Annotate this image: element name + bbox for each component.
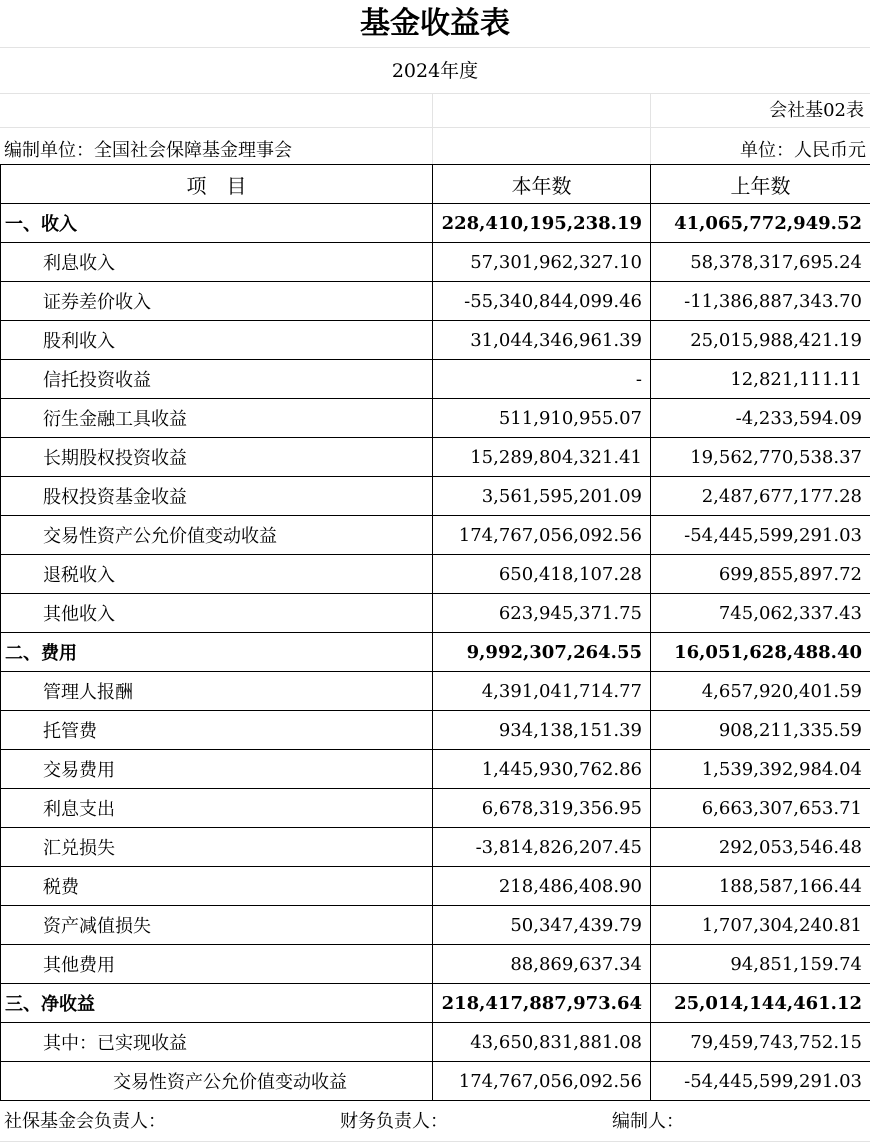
table-row [1, 672, 870, 711]
table-row [1, 789, 870, 828]
row-current: 623,945,371.75 [433, 594, 651, 633]
table-row [1, 282, 870, 321]
table-row [1, 399, 870, 438]
income-table [0, 164, 870, 1101]
row-label: 三、净收益 [1, 984, 433, 1023]
row-current: 31,044,346,961.39 [433, 321, 651, 360]
row-label: 税费 [1, 867, 433, 906]
form-code: 会社基02表 [769, 100, 864, 121]
table-row [1, 321, 870, 360]
row-current: 174,767,056,092.56 [433, 516, 651, 555]
row-current: 9,992,307,264.55 [433, 633, 651, 672]
row-previous: 1,539,392,984.04 [651, 750, 870, 789]
finance-head-label: 财务负责人： [340, 1111, 448, 1132]
row-label: 股权投资基金收益 [1, 477, 433, 516]
row-current: -3,814,826,207.45 [433, 828, 651, 867]
row-previous: 6,663,307,653.71 [651, 789, 870, 828]
row-label: 交易性资产公允价值变动收益 [1, 1062, 433, 1101]
row-previous: 1,707,304,240.81 [651, 906, 870, 945]
table-row [1, 828, 870, 867]
row-current: 4,391,041,714.77 [433, 672, 651, 711]
table-row [1, 750, 870, 789]
row-label: 资产减值损失 [1, 906, 433, 945]
row-previous: 2,487,677,177.28 [651, 477, 870, 516]
table-row [1, 1023, 870, 1062]
row-current: 650,418,107.28 [433, 555, 651, 594]
table-row [1, 945, 870, 984]
row-current: 174,767,056,092.56 [433, 1062, 651, 1101]
table-row [1, 906, 870, 945]
row-label: 长期股权投资收益 [1, 438, 433, 477]
table-row [1, 516, 870, 555]
table-row [1, 711, 870, 750]
row-label: 交易性资产公允价值变动收益 [1, 516, 433, 555]
unit-row [0, 128, 870, 164]
row-previous: 25,015,988,421.19 [651, 321, 870, 360]
row-previous: 16,051,628,488.40 [651, 633, 870, 672]
table-row [1, 477, 870, 516]
fund-head-label: 社保基金会负责人： [4, 1111, 166, 1132]
row-previous: 94,851,159.74 [651, 945, 870, 984]
table-row [1, 360, 870, 399]
row-label: 托管费 [1, 711, 433, 750]
row-label: 汇兑损失 [1, 828, 433, 867]
row-label: 利息收入 [1, 243, 433, 282]
preparer-label: 编制人： [612, 1111, 684, 1132]
row-current: 15,289,804,321.41 [433, 438, 651, 477]
row-current: 218,417,887,973.64 [433, 984, 651, 1023]
row-current: 88,869,637.34 [433, 945, 651, 984]
row-current: 57,301,962,327.10 [433, 243, 651, 282]
row-previous: 41,065,772,949.52 [651, 204, 870, 243]
row-label: 退税收入 [1, 555, 433, 594]
row-label: 衍生金融工具收益 [1, 399, 433, 438]
page-title: 基金收益表 [360, 6, 510, 41]
row-label: 管理人报酬 [1, 672, 433, 711]
signature-footer [0, 1102, 870, 1142]
currency-unit: 单位：人民币元 [740, 140, 866, 161]
row-current: 218,486,408.90 [433, 867, 651, 906]
row-previous: 908,211,335.59 [651, 711, 870, 750]
row-previous: 19,562,770,538.37 [651, 438, 870, 477]
row-current: - [433, 360, 651, 399]
row-label: 交易费用 [1, 750, 433, 789]
row-current: 228,410,195,238.19 [433, 204, 651, 243]
report-year: 2024年度 [391, 60, 479, 82]
row-previous: -4,233,594.09 [651, 399, 870, 438]
table-row [1, 984, 870, 1023]
table-row [1, 243, 870, 282]
table-row [1, 204, 870, 243]
row-label: 一、收入 [1, 204, 433, 243]
compiler-unit: 编制单位：全国社会保障基金理事会 [4, 140, 292, 161]
row-previous: 699,855,897.72 [651, 555, 870, 594]
row-previous: 12,821,111.11 [651, 360, 870, 399]
table-row [1, 633, 870, 672]
column-header-item: 项 目 [1, 165, 433, 204]
column-header-previous: 上年数 [651, 165, 870, 204]
row-label: 其中：已实现收益 [1, 1023, 433, 1062]
row-label: 股利收入 [1, 321, 433, 360]
row-previous: 4,657,920,401.59 [651, 672, 870, 711]
table-row [1, 867, 870, 906]
table-header [1, 165, 870, 204]
row-previous: -54,445,599,291.03 [651, 1062, 870, 1101]
table-row [1, 594, 870, 633]
row-previous: 292,053,546.48 [651, 828, 870, 867]
row-label: 证券差价收入 [1, 282, 433, 321]
table-row [1, 1062, 870, 1101]
row-current: 3,561,595,201.09 [433, 477, 651, 516]
row-label: 利息支出 [1, 789, 433, 828]
row-previous: -11,386,887,343.70 [651, 282, 870, 321]
row-label: 其他收入 [1, 594, 433, 633]
column-header-current: 本年数 [433, 165, 651, 204]
row-previous: 25,014,144,461.12 [651, 984, 870, 1023]
row-current: 934,138,151.39 [433, 711, 651, 750]
table-row [1, 555, 870, 594]
row-label: 信托投资收益 [1, 360, 433, 399]
table-row [1, 438, 870, 477]
row-previous: -54,445,599,291.03 [651, 516, 870, 555]
row-previous: 58,378,317,695.24 [651, 243, 870, 282]
row-previous: 79,459,743,752.15 [651, 1023, 870, 1062]
row-current: 511,910,955.07 [433, 399, 651, 438]
row-label: 其他费用 [1, 945, 433, 984]
row-current: -55,340,844,099.46 [433, 282, 651, 321]
row-current: 6,678,319,356.95 [433, 789, 651, 828]
row-label: 二、费用 [1, 633, 433, 672]
row-current: 43,650,831,881.08 [433, 1023, 651, 1062]
row-previous: 188,587,166.44 [651, 867, 870, 906]
row-previous: 745,062,337.43 [651, 594, 870, 633]
row-current: 50,347,439.79 [433, 906, 651, 945]
row-current: 1,445,930,762.86 [433, 750, 651, 789]
